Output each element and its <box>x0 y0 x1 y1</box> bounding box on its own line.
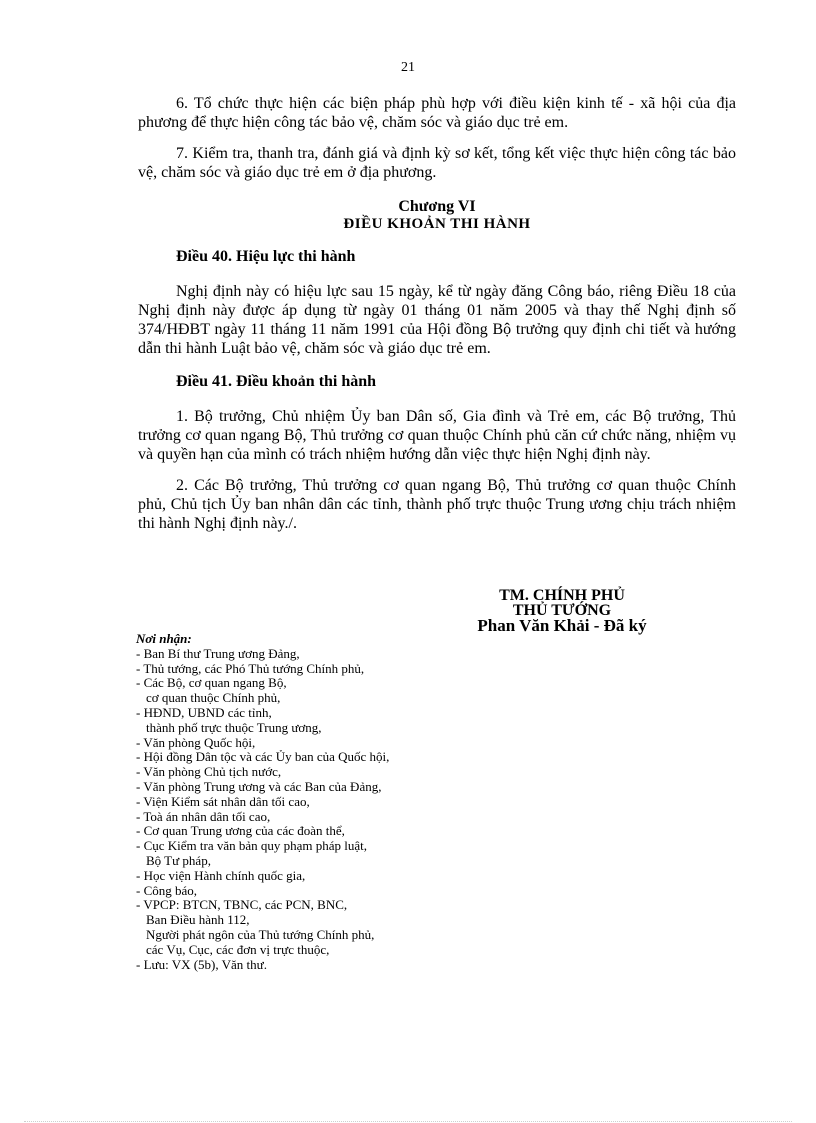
chapter-title: ĐIỀU KHOẢN THI HÀNH <box>343 216 531 232</box>
recipient-item: các Vụ, Cục, các đơn vị trực thuộc, <box>146 941 330 957</box>
article-41-title: Điều 41. Điều khoản thi hành <box>176 373 377 390</box>
recipient-item: - VPCP: BTCN, TBNC, các PCN, BNC, <box>136 897 348 913</box>
recipient-item: - Thủ tướng, các Phó Thủ tướng Chính phủ, <box>136 660 365 676</box>
document-body <box>138 94 736 545</box>
page-footer-divider <box>24 1121 792 1122</box>
recipient-item: - Cơ quan Trung ương của các đoàn thể, <box>136 823 345 839</box>
recipient-item: - Cục Kiểm tra văn bản quy phạm pháp luật, <box>136 838 368 854</box>
recipients-title: Nơi nhận: <box>136 631 192 646</box>
recipient-item: - Viện Kiểm sát nhân dân tối cao, <box>136 793 310 809</box>
article-40-title: Điều 40. Hiệu lực thi hành <box>176 248 356 265</box>
recipient-item: thành phố trực thuộc Trung ương, <box>146 719 322 735</box>
article-41-item-1: 1. Bộ trưởng, Chủ nhiệm Ủy ban Dân số, Gia đình và Trẻ em, các Bộ trưởng, Thủ trưởng cơ quan ngang Bộ, Thủ trưởng cơ quan thuộc Chính phủ căn cứ chức năng, nhiệm vụ và quyền hạn của mình có trách nhiệm hướng dẫn việc thực hiện Nghị định này. <box>138 408 736 463</box>
article-40-text: Nghị định này có hiệu lực sau 15 ngày, kể từ ngày đăng Công báo, riêng Điều 18 của Nghị định này được áp dụng từ ngày 01 tháng 01 năm 2005 và thay thế Nghị định số 374/HĐBT ngày 11 tháng 11 năm 1991 của Hội đồng Bộ trưởng quy định chi tiết và hướng dẫn thi hành Luật bảo vệ, chăm sóc và giáo dục trẻ em. <box>138 283 736 357</box>
recipient-item: Bộ Tư pháp, <box>146 852 211 868</box>
chapter-number: Chương VI <box>398 198 476 215</box>
recipient-item: - Lưu: VX (5b), Văn thư. <box>136 956 267 972</box>
recipient-item: - Văn phòng Trung ương và các Ban của Đảng, <box>136 778 382 794</box>
recipient-item: - Văn phòng Quốc hội, <box>136 734 256 750</box>
page-number: 21 <box>401 60 415 75</box>
recipient-item: Ban Điều hành 112, <box>146 912 250 928</box>
signature-block <box>462 588 662 633</box>
recipient-item: Người phát ngôn của Thủ tướng Chính phủ, <box>146 926 375 942</box>
recipient-item: - Học viện Hành chính quốc gia, <box>136 867 306 883</box>
recipients-block <box>136 632 456 972</box>
recipient-item: - Các Bộ, cơ quan ngang Bộ, <box>136 675 287 691</box>
signature-title: THỦ TƯỚNG <box>512 602 612 619</box>
recipient-item: - Văn phòng Chủ tịch nước, <box>136 764 282 780</box>
recipient-item: - Công báo, <box>136 882 198 898</box>
recipient-item: - Ban Bí thư Trung ương Đảng, <box>136 645 300 661</box>
recipient-list <box>136 647 456 973</box>
recipient-item: - Hội đồng Dân tộc và các Ủy ban của Quốc hội, <box>136 749 390 765</box>
recipient-item: - Toà án nhân dân tối cao, <box>136 808 271 824</box>
signature-signer: Phan Văn Khải - Đã ký <box>477 616 647 635</box>
recipient-item: cơ quan thuộc Chính phủ, <box>146 690 281 706</box>
recipient-item: - HĐND, UBND các tỉnh, <box>136 704 272 720</box>
chapter-heading <box>138 198 736 233</box>
signature-org: TM. CHÍNH PHỦ <box>499 587 625 604</box>
paragraph-item-6: 6. Tổ chức thực hiện các biện pháp phù hợp với điều kiện kinh tế - xã hội của địa phương để thực hiện công tác bảo vệ, chăm sóc và giáo dục trẻ em. <box>138 95 736 131</box>
paragraph-item-7: 7. Kiểm tra, thanh tra, đánh giá và định kỳ sơ kết, tổng kết việc thực hiện công tác bảo vệ, chăm sóc và giáo dục trẻ em ở địa phương. <box>138 145 736 181</box>
article-41-item-2: 2. Các Bộ trưởng, Thủ trưởng cơ quan ngang Bộ, Thủ trưởng cơ quan thuộc Chính phủ, Chủ tịch Ủy ban nhân dân các tỉnh, thành phố trực thuộc Trung ương chịu trách nhiệm thi hành Nghị định này./. <box>138 477 736 532</box>
